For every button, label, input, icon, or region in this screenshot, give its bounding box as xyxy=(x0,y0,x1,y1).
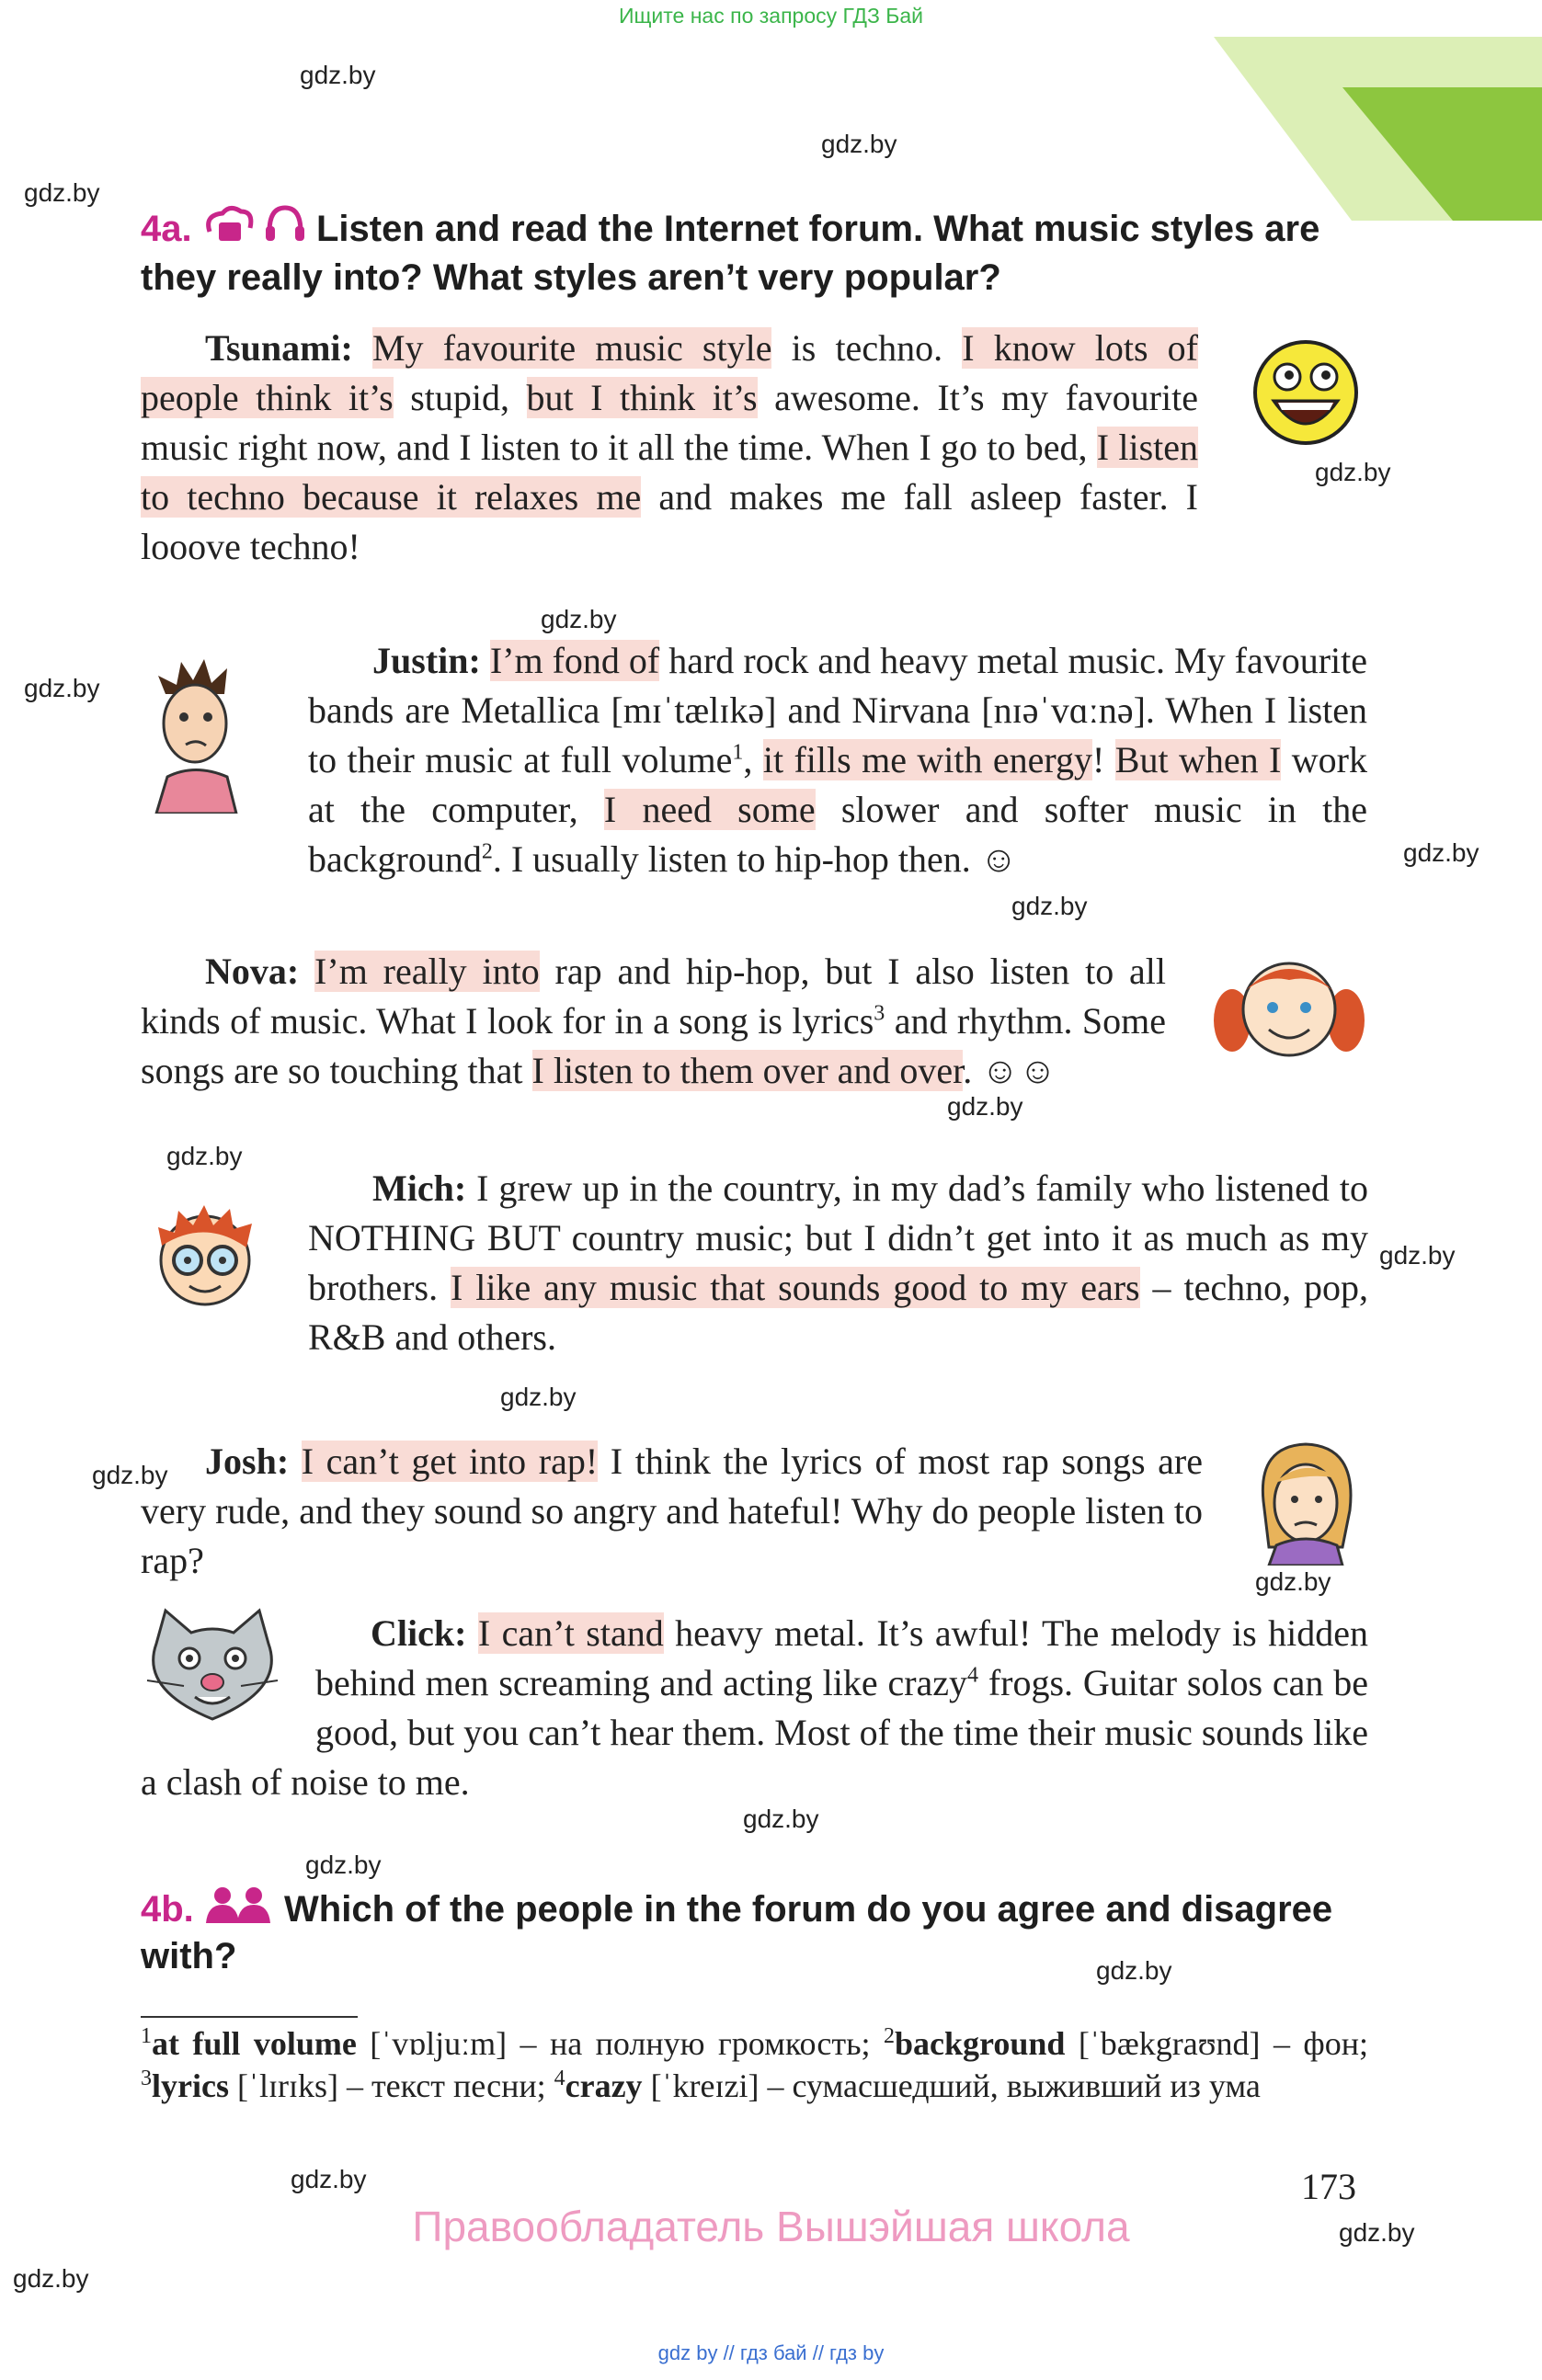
author-name: Tsunami: xyxy=(205,327,353,369)
watermark: gdz.by xyxy=(305,1850,382,1879)
watermark: gdz.by xyxy=(300,61,376,89)
footnote-divider xyxy=(141,2016,358,2018)
exercise-instruction: they really into? What styles aren’t very popular? xyxy=(141,257,1001,298)
author-name: Josh: xyxy=(205,1441,290,1482)
page-number: 173 xyxy=(1301,2166,1356,2207)
watermark: gdz.by xyxy=(947,1092,1023,1121)
watermark: gdz.by xyxy=(166,1142,243,1170)
post-nova: Nova: I’m really into rap and hip-hop, but I also listen to all kinds of music. What I look for in a song is lyrics$^3$ and rhythm. Some songs are so touching that I listen to them over and over. ☺☺ xyxy=(141,951,1166,1091)
watermark: gdz.by xyxy=(821,130,897,158)
watermark: gdz.by xyxy=(1255,1567,1331,1596)
post-tsunami-lines-1-3: Tsunami: My favourite music style is techno. I know lots of people think it’s stupid, but I think it’s awesome. It’s my favourite music right now, and I listen to it all the time. When I go to bed, I listen to techno because it relaxes me and makes me fall asleep faster. I looove techno! xyxy=(141,327,1199,567)
watermark: gdz.by xyxy=(1339,2218,1415,2247)
bottom-links[interactable]: gdz by // гдз бай // гдз by xyxy=(657,2341,885,2364)
justin-avatar xyxy=(149,657,241,814)
post-josh: Josh: I can’t get into rap! I think the lyrics of most rap songs are very rude, and they sound so angry and hateful! Why do people listen to rap? xyxy=(141,1441,1204,1581)
exercise-number: 4b. xyxy=(141,1889,194,1930)
watermark: gdz.by xyxy=(13,2264,89,2293)
post-click: Click: I can’t stand heavy metal. It’s awful! The melody is hidden behind men screaming and acting like crazy$^4$ frogs. Guitar solos can be good, but you can’t hear them. Most of the time their music sounds like a clash of noise to me. xyxy=(141,1612,1369,1803)
author-name: Mich: xyxy=(372,1167,467,1209)
watermark: gdz.by xyxy=(500,1383,577,1411)
cd-icon xyxy=(202,204,254,256)
watermark: gdz.by xyxy=(1315,458,1391,486)
author-name: Click: xyxy=(371,1612,467,1654)
smiley-avatar xyxy=(1251,338,1361,447)
watermark: gdz.by xyxy=(541,605,617,633)
watermark: gdz.by xyxy=(24,178,100,207)
watermark: gdz.by xyxy=(1379,1241,1456,1270)
headphones-icon xyxy=(264,204,306,256)
exercise-instruction: Which of the people in the forum do you agree and disagree xyxy=(284,1889,1333,1930)
nova-avatar xyxy=(1212,947,1366,1066)
watermark: gdz.by xyxy=(92,1461,168,1489)
corner-decoration xyxy=(1186,37,1542,221)
post-justin: Justin: I’m fond of hard rock and heavy metal music. My favourite bands are Metallica [mɪˈtælɪkə] and Nirvana [nɪəˈvɑːnə]. When I listen to their music at full volume$^1$, it fills me with energy! But when I work at the computer, I need some slower and softer music in the background$^2$. I usually listen to hip-hop then. ☺ xyxy=(308,640,1368,880)
exercise-number: 4a. xyxy=(141,209,192,249)
footnotes: $^1$at full volume [ˈvɒljuːm] – на полную громкость; $^2$background [ˈbækgraʊnd] – фон; $^3$lyrics [ˈlɪrɪks] – текст песни; $^4$crazy [ˈkreɪzi] – сумасшедший, выживший из ума xyxy=(141,2024,1368,2104)
exercise-instruction: with? xyxy=(141,1936,237,1976)
post-mich: Mich: I grew up in the country, in my dad’s family who listened to NOTHING BUT country music; but I didn’t get into it as much as my brothers. I like any music that sounds good to my ears – techno, pop, R&B and others. xyxy=(308,1167,1369,1358)
watermark: gdz.by xyxy=(1011,892,1088,920)
pair-work-icon xyxy=(204,1886,274,1934)
rights-holder: Правообладатель Вышэйшая школа xyxy=(412,2203,1130,2250)
watermark: gdz.by xyxy=(291,2165,367,2193)
watermark: gdz.by xyxy=(743,1805,819,1833)
exercise-instruction: Listen and read the Internet forum. What music styles are xyxy=(315,209,1320,249)
author-name: Justin: xyxy=(372,640,481,681)
watermark: gdz.by xyxy=(24,674,100,702)
josh-avatar xyxy=(1251,1437,1361,1566)
watermark: gdz.by xyxy=(1096,1956,1172,1985)
watermark: gdz.by xyxy=(1403,838,1479,867)
exercise-4a-heading xyxy=(141,204,1368,301)
exercise-4b-heading xyxy=(141,1886,1368,1979)
top-banner[interactable]: Ищите нас по запросу ГДЗ Бай xyxy=(618,4,924,28)
author-name: Nova: xyxy=(205,951,300,992)
